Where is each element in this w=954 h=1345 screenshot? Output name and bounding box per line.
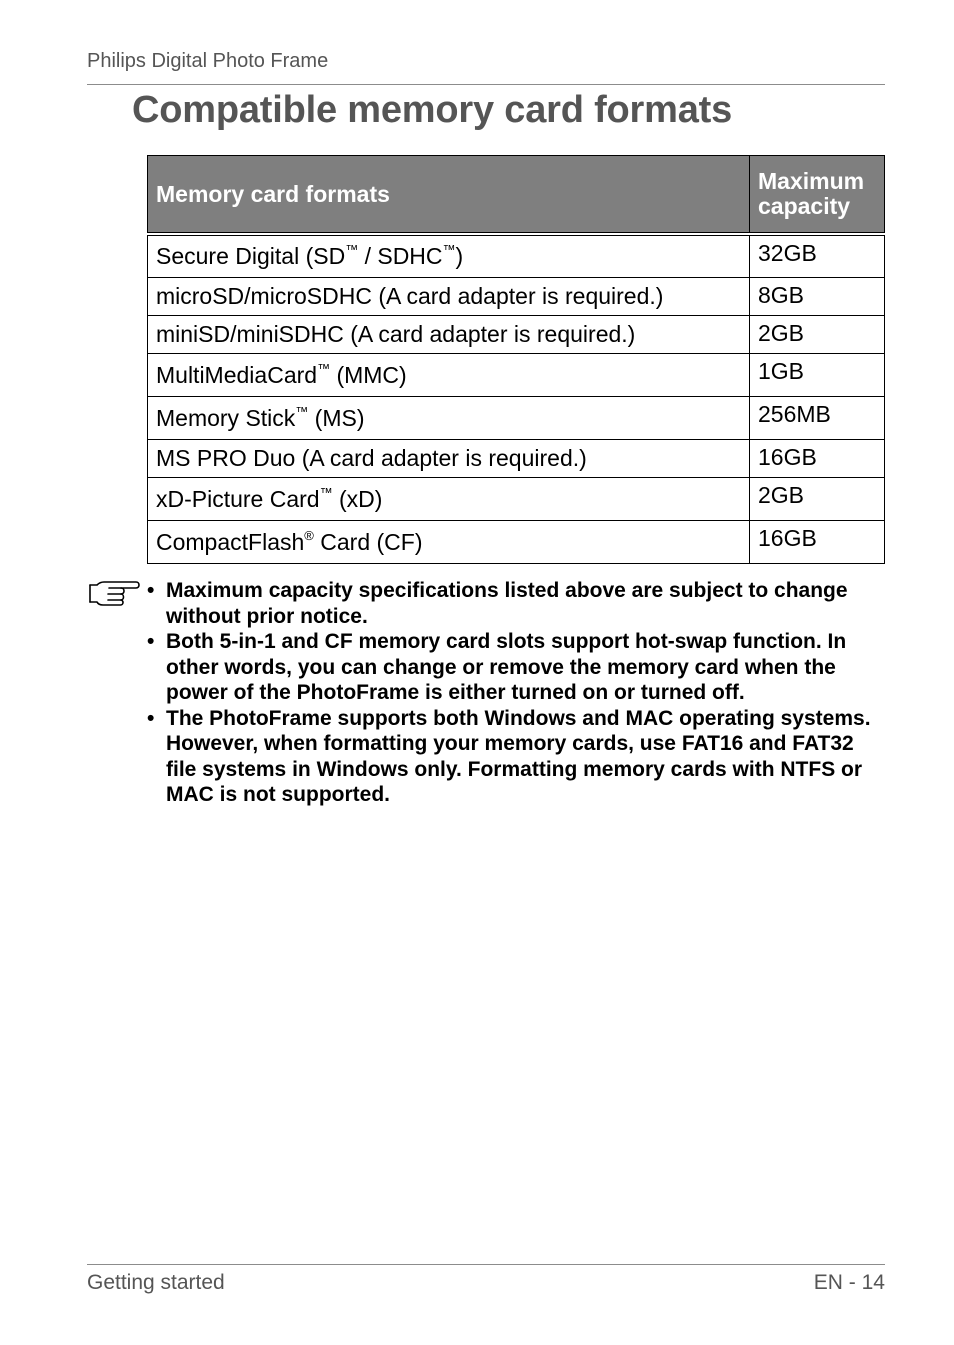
table-row: [148, 478, 885, 521]
footer-section: Getting started: [87, 1271, 225, 1294]
column-header-format: Memory card formats: [148, 156, 750, 233]
table-row: [148, 236, 885, 278]
memory-card-table: [147, 155, 885, 564]
format-cell: MS PRO Duo (A card adapter is required.): [148, 440, 750, 478]
page-title: Compatible memory card formats: [132, 89, 733, 131]
format-cell: Secure Digital (SD™ / SDHC™): [148, 236, 750, 278]
pointing-hand-icon: [87, 578, 141, 608]
capacity-cell: 32GB: [750, 236, 885, 278]
capacity-cell: 8GB: [750, 278, 885, 316]
format-cell: miniSD/miniSDHC (A card adapter is required.): [148, 316, 750, 354]
table-row: [148, 397, 885, 440]
capacity-cell: 16GB: [750, 440, 885, 478]
format-cell: Memory Stick™ (MS): [148, 397, 750, 440]
format-cell: xD-Picture Card™ (xD): [148, 478, 750, 521]
table-row: [148, 521, 885, 564]
format-cell: microSD/microSDHC (A card adapter is required.): [148, 278, 750, 316]
capacity-cell: 2GB: [750, 316, 885, 354]
note-item: • The PhotoFrame supports both Windows and MAC operating systems. However, when formatting your memory cards, use FAT16 and FAT32 file systems in Windows only. Formatting memory cards with NTFS or MAC is not supported.: [145, 706, 885, 808]
notes-list: [145, 578, 885, 808]
note-item: • Both 5-in-1 and CF memory card slots support hot-swap function. In other words, you can change or remove the memory card when the power of the PhotoFrame is either turned on or turned off.: [145, 629, 885, 706]
running-header: Philips Digital Photo Frame: [87, 50, 329, 72]
format-cell: CompactFlash® Card (CF): [148, 521, 750, 564]
header-rule: [87, 84, 885, 85]
page-number: EN - 14: [813, 1271, 885, 1294]
capacity-cell: 2GB: [750, 478, 885, 521]
capacity-cell: 16GB: [750, 521, 885, 564]
format-cell: MultiMediaCard™ (MMC): [148, 354, 750, 397]
table-row: [148, 440, 885, 478]
table-row: [148, 278, 885, 316]
table-row: [148, 316, 885, 354]
table-header-row: [148, 156, 885, 233]
table-row: [148, 354, 885, 397]
capacity-cell: 256MB: [750, 397, 885, 440]
note-item: • Maximum capacity specifications listed above are subject to change without prior notice.: [145, 578, 885, 629]
capacity-cell: 1GB: [750, 354, 885, 397]
column-header-capacity: Maximum capacity: [750, 156, 885, 233]
footer-rule: [87, 1264, 885, 1265]
